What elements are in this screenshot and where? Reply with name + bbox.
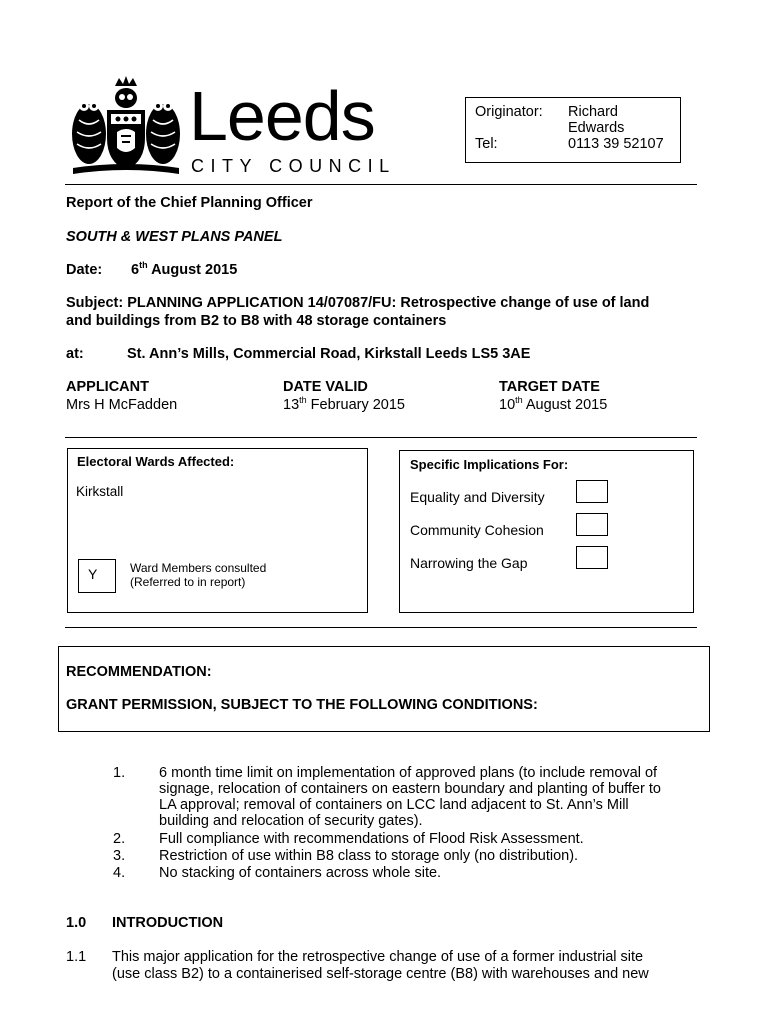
subject-line-2: and buildings from B2 to B8 with 48 storage containers bbox=[66, 313, 447, 329]
implication-narrowing: Narrowing the Gap bbox=[410, 555, 528, 571]
report-of: Report of the Chief Planning Officer bbox=[66, 195, 313, 211]
target-date-rest: August 2015 bbox=[522, 397, 608, 413]
ward-consulted-line-2: (Referred to in report) bbox=[130, 575, 246, 589]
ward-name: Kirkstall bbox=[76, 484, 124, 499]
condition-2-line-1: Full compliance with recommendations of Flood Risk Assessment. bbox=[159, 831, 584, 847]
implication-equality: Equality and Diversity bbox=[410, 489, 545, 505]
date-valid-rest: February 2015 bbox=[306, 397, 405, 413]
originator-first-name: Richard bbox=[568, 104, 618, 120]
equality-checkbox[interactable] bbox=[576, 480, 608, 503]
condition-2-number: 2. bbox=[113, 831, 126, 847]
target-date-sup: th bbox=[515, 395, 523, 406]
condition-3-number: 3. bbox=[113, 848, 126, 864]
condition-1-line-4: building and relocation of security gates). bbox=[159, 813, 423, 829]
recommendation-box bbox=[58, 646, 710, 732]
originator-box bbox=[465, 97, 681, 163]
condition-4-number: 4. bbox=[113, 865, 126, 881]
subject-line-1: Subject: PLANNING APPLICATION 14/07087/FU: Retrospective change of use of land bbox=[66, 295, 650, 311]
boxes-rule bbox=[65, 627, 697, 628]
recommendation-heading: RECOMMENDATION: bbox=[66, 664, 212, 680]
ward-consulted-line-1: Ward Members consulted bbox=[130, 561, 267, 575]
meeting-date-sup: th bbox=[139, 260, 148, 271]
council-logo bbox=[67, 76, 412, 176]
condition-4-line-1: No stacking of containers across whole site. bbox=[159, 865, 442, 881]
target-date-value bbox=[499, 397, 607, 413]
cohesion-checkbox[interactable] bbox=[576, 513, 608, 536]
intro-heading: INTRODUCTION bbox=[112, 915, 224, 931]
meeting-date-day: 6 bbox=[131, 262, 140, 278]
meeting-date bbox=[131, 262, 237, 278]
recommendation-text: GRANT PERMISSION, SUBJECT TO THE FOLLOWING CONDITIONS: bbox=[66, 697, 538, 713]
target-date-day: 10 bbox=[499, 397, 516, 413]
intro-para-number: 1.1 bbox=[66, 949, 87, 965]
target-date-heading: TARGET DATE bbox=[499, 379, 600, 395]
wards-title: Electoral Wards Affected: bbox=[77, 454, 235, 469]
condition-1-number: 1. bbox=[113, 765, 126, 781]
intro-section-number: 1.0 bbox=[66, 915, 87, 931]
originator-label: Originator: bbox=[475, 104, 543, 120]
applicant-rule bbox=[65, 437, 697, 438]
condition-1-line-1: 6 month time limit on implementation of approved plans (to include removal of bbox=[159, 765, 658, 781]
meeting-date-rest: August 2015 bbox=[147, 262, 238, 278]
narrowing-checkbox[interactable] bbox=[576, 546, 608, 569]
coat-of-arms-icon bbox=[67, 76, 185, 176]
site-address: St. Ann’s Mills, Commercial Road, Kirkstall Leeds LS5 3AE bbox=[127, 346, 531, 362]
originator-last-name: Edwards bbox=[568, 120, 625, 136]
date-label: Date: bbox=[66, 262, 103, 278]
logo-subtitle: CITY COUNCIL bbox=[191, 156, 396, 176]
panel-name: SOUTH & WEST PLANS PANEL bbox=[66, 229, 283, 245]
applicant-value: Mrs H McFadden bbox=[66, 397, 178, 413]
date-valid-sup: th bbox=[299, 395, 307, 406]
header-rule bbox=[65, 184, 697, 185]
implications-box bbox=[399, 450, 694, 613]
date-valid-heading: DATE VALID bbox=[283, 379, 368, 395]
ward-consulted-mark: Y bbox=[88, 566, 98, 582]
logo-wordmark: Leeds bbox=[189, 77, 375, 155]
implications-title: Specific Implications For: bbox=[410, 457, 569, 472]
wards-box bbox=[67, 448, 368, 613]
at-label: at: bbox=[66, 346, 84, 362]
tel-label: Tel: bbox=[475, 136, 498, 152]
applicant-heading: APPLICANT bbox=[66, 379, 149, 395]
tel-value: 0113 39 52107 bbox=[568, 136, 664, 152]
ward-consulted-checkbox bbox=[78, 559, 116, 593]
condition-1-line-3: LA approval; removal of containers on LCC land adjacent to St. Ann’s Mill bbox=[159, 797, 629, 813]
intro-para-line-1: This major application for the retrospective change of use of a former industrial site bbox=[112, 949, 644, 965]
condition-1-line-2: signage, relocation of containers on eastern boundary and planting of buffer to bbox=[159, 781, 661, 797]
intro-para-line-2: (use class B2) to a containerised self-storage centre (B8) with warehouses and new bbox=[112, 966, 649, 982]
implication-cohesion: Community Cohesion bbox=[410, 522, 544, 538]
date-valid-value bbox=[283, 397, 405, 413]
condition-3-line-1: Restriction of use within B8 class to storage only (no distribution). bbox=[159, 848, 579, 864]
date-valid-day: 13 bbox=[283, 397, 300, 413]
